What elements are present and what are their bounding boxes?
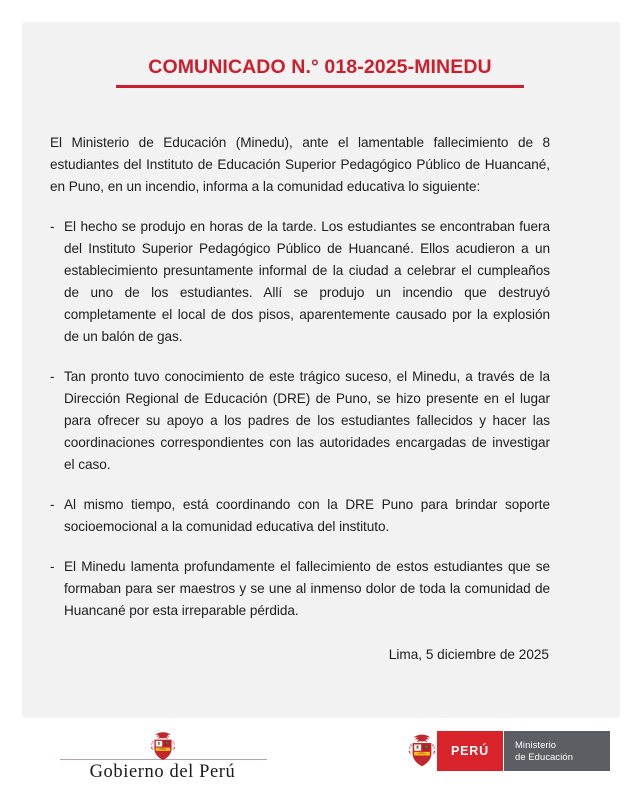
ministry-logo-name [504,731,610,771]
bullet-text: Al mismo tiempo, está coordinando con la DRE Puno para brindar soporte socioemocional a la comunidad educativa del instituto. [64,497,550,534]
government-logo-label: Gobierno del Perú [89,762,236,782]
signoff-line: Lima, 5 diciembre de 2025 [388,647,549,662]
bullet-text: Tan pronto tuvo conocimiento de este trágico suceso, el Minedu, a través de la Dirección Regional de Educación (DRE) de Puno, se hizo presente en el lugar para ofrecer su apoyo a los padres de los estudiantes fallecidos y hacer las coordinaciones correspondientes con las autoridades encargadas de investigar el caso. [64,369,550,472]
bullet-marker: - [50,369,55,384]
bullet-marker: - [50,497,55,512]
communique-body [50,132,550,666]
title-underline [116,85,524,88]
peru-coat-of-arms-icon [146,730,180,764]
bullet-text: El hecho se produjo en horas de la tarde. Los estudiantes se encontraban fuera del Instituto Superior Pedagógico Público de Huancané. Ellos acudieron a un establecimiento presuntamente informal de la ciudad a celebrar el cumpleaños de uno de los estudiantes. Allí se produjo un incendio que destruyó completamente el local de dos pisos, aparentemente causado por la explosión de un balón de gas. [64,219,550,344]
ministry-logo-country: PERÚ [437,731,503,771]
intro-paragraph: El Ministerio de Educación (Minedu), ante el lamentable fallecimiento de 8 estudiantes del Instituto de Educación Superior Pedagógico Público de Huancané, en Puno, en un incendio, informa a la comunidad educativa lo siguiente: [50,135,550,194]
page-title: COMUNICADO N.° 018-2025-MINEDU [148,56,492,78]
title-block [0,56,640,88]
footer [0,725,640,801]
bullet-paragraph-3 [50,494,550,538]
bullet-paragraph-2 [50,366,550,476]
peru-coat-of-arms-icon [405,732,439,770]
bullet-text: El Minedu lamenta profundamente el fallecimiento de estos estudiantes que se formaban para ser maestros y se une al inmenso dolor de toda la comunidad de Huancané por esta irreparable pérdida. [64,559,550,618]
ministry-logo-name-line1: Ministerio [515,739,557,751]
ministry-logo-name-line2: de Educación [515,751,574,762]
bullet-paragraph-1 [50,216,550,348]
bullet-marker: - [50,219,55,234]
government-logo [55,730,270,790]
bullet-marker: - [50,559,55,574]
bullet-paragraph-4 [50,556,550,622]
